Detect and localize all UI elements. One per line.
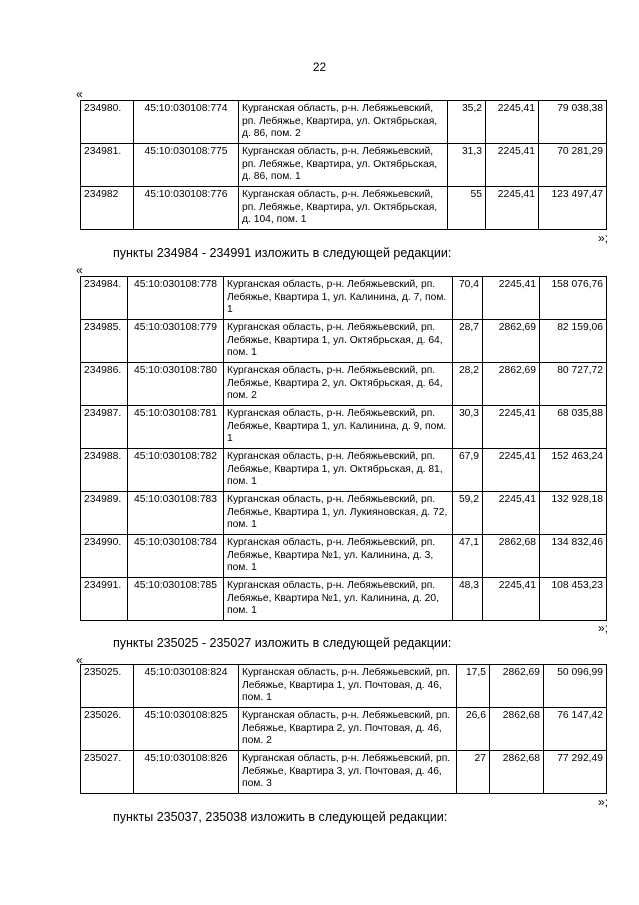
cadastral-number: 45:10:030108:825	[134, 708, 239, 751]
row-number: 234991.	[81, 578, 128, 621]
section-intro: пункты 235037, 235038 изложить в следующей редакции:	[113, 810, 448, 824]
address: Курганская область, р-н. Лебяжьевский, рп. Лебяжье, Квартира, ул. Октябрьская, д. 104, пом. 1	[239, 187, 448, 230]
cadastral-number: 45:10:030108:776	[134, 187, 239, 230]
area: 67,9	[453, 449, 483, 492]
cadastral-number: 45:10:030108:782	[128, 449, 224, 492]
table-row	[81, 363, 607, 406]
area: 30,3	[453, 406, 483, 449]
cadastral-value: 70 281,29	[539, 144, 607, 187]
area: 55	[448, 187, 486, 230]
row-number: 234980.	[81, 101, 134, 144]
page-number: 22	[312, 60, 327, 74]
open-quote: «	[76, 87, 83, 101]
cadastral-value: 76 147,42	[544, 708, 607, 751]
row-number: 234981.	[81, 144, 134, 187]
cadastral-value: 68 035,88	[540, 406, 607, 449]
cadastral-number: 45:10:030108:784	[128, 535, 224, 578]
row-number: 234987.	[81, 406, 128, 449]
cadastral-value: 158 076,76	[540, 277, 607, 320]
area: 27	[457, 751, 490, 794]
close-quote: »;	[597, 795, 608, 809]
row-number: 234982	[81, 187, 134, 230]
rate: 2245,41	[486, 187, 539, 230]
rate: 2245,41	[483, 449, 540, 492]
row-number: 234986.	[81, 363, 128, 406]
close-quote: »;	[597, 621, 608, 635]
area: 28,2	[453, 363, 483, 406]
cadastral-number: 45:10:030108:775	[134, 144, 239, 187]
address: Курганская область, р-н. Лебяжьевский, рп. Лебяжье, Квартира 2, ул. Октябрьская, д. 64, пом. 2	[224, 363, 453, 406]
area: 17,5	[457, 665, 490, 708]
cadastral-number: 45:10:030108:774	[134, 101, 239, 144]
rate: 2862,68	[490, 751, 544, 794]
area: 31,3	[448, 144, 486, 187]
cadastral-value: 132 928,18	[540, 492, 607, 535]
table-row	[81, 708, 607, 751]
table-row	[81, 578, 607, 621]
table-row	[81, 187, 607, 230]
table-row	[81, 320, 607, 363]
cadastral-value: 108 453,23	[540, 578, 607, 621]
cadastral-number: 45:10:030108:780	[128, 363, 224, 406]
area: 35,2	[448, 101, 486, 144]
cadastral-value: 134 832,46	[540, 535, 607, 578]
row-number: 235027.	[81, 751, 134, 794]
rate: 2245,41	[483, 406, 540, 449]
open-quote: «	[76, 263, 83, 277]
rate: 2862,69	[483, 320, 540, 363]
area: 48,3	[453, 578, 483, 621]
rate: 2245,41	[483, 492, 540, 535]
table-row	[81, 101, 607, 144]
rate: 2862,69	[490, 665, 544, 708]
address: Курганская область, р-н. Лебяжьевский, рп. Лебяжье, Квартира 1, ул. Октябрьская, д. 81, пом. 1	[224, 449, 453, 492]
cadastral-number: 45:10:030108:785	[128, 578, 224, 621]
row-number: 234984.	[81, 277, 128, 320]
address: Курганская область, р-н. Лебяжьевский, рп. Лебяжье, Квартира 1, ул. Октябрьская, д. 64, пом. 1	[224, 320, 453, 363]
address: Курганская область, р-н. Лебяжьевский, рп. Лебяжье, Квартира 2, ул. Почтовая, д. 46, пом. 2	[239, 708, 457, 751]
table-row	[81, 406, 607, 449]
cadastral-value: 77 292,49	[544, 751, 607, 794]
registry-table	[80, 100, 607, 230]
area: 47,1	[453, 535, 483, 578]
rate: 2245,41	[486, 144, 539, 187]
address: Курганская область, р-н. Лебяжьевский, рп. Лебяжье, Квартира 1, ул. Лукияновская, д. 72, пом. 1	[224, 492, 453, 535]
close-quote: »;	[597, 231, 608, 245]
section-intro: пункты 235025 - 235027 изложить в следующей редакции:	[113, 636, 452, 650]
rate: 2245,41	[483, 578, 540, 621]
area: 28,7	[453, 320, 483, 363]
area: 70,4	[453, 277, 483, 320]
cadastral-value: 80 727,72	[540, 363, 607, 406]
row-number: 234985.	[81, 320, 128, 363]
rate: 2245,41	[486, 101, 539, 144]
registry-table	[80, 664, 607, 794]
cadastral-value: 79 038,38	[539, 101, 607, 144]
registry-table	[80, 276, 607, 621]
cadastral-number: 45:10:030108:778	[128, 277, 224, 320]
table-row	[81, 277, 607, 320]
cadastral-value: 50 096,99	[544, 665, 607, 708]
table-row	[81, 492, 607, 535]
rate: 2862,68	[490, 708, 544, 751]
table-row	[81, 449, 607, 492]
cadastral-value: 123 497,47	[539, 187, 607, 230]
row-number: 235026.	[81, 708, 134, 751]
address: Курганская область, р-н. Лебяжьевский, рп. Лебяжье, Квартира, ул. Октябрьская, д. 86, пом. 2	[239, 101, 448, 144]
table-row	[81, 144, 607, 187]
table-row	[81, 751, 607, 794]
area: 59,2	[453, 492, 483, 535]
address: Курганская область, р-н. Лебяжьевский, рп. Лебяжье, Квартира 3, ул. Почтовая, д. 46, пом. 3	[239, 751, 457, 794]
cadastral-number: 45:10:030108:824	[134, 665, 239, 708]
area: 26,6	[457, 708, 490, 751]
cadastral-value: 152 463,24	[540, 449, 607, 492]
cadastral-number: 45:10:030108:783	[128, 492, 224, 535]
table-row	[81, 535, 607, 578]
address: Курганская область, р-н. Лебяжьевский, рп. Лебяжье, Квартира 1, ул. Почтовая, д. 46, пом. 1	[239, 665, 457, 708]
address: Курганская область, р-н. Лебяжьевский, рп. Лебяжье, Квартира №1, ул. Калинина, д. 3, пом. 1	[224, 535, 453, 578]
cadastral-number: 45:10:030108:779	[128, 320, 224, 363]
table-row	[81, 665, 607, 708]
rate: 2862,69	[483, 363, 540, 406]
row-number: 235025.	[81, 665, 134, 708]
cadastral-value: 82 159,06	[540, 320, 607, 363]
row-number: 234988.	[81, 449, 128, 492]
section-intro: пункты 234984 - 234991 изложить в следующей редакции:	[113, 246, 452, 260]
address: Курганская область, р-н. Лебяжьевский, рп. Лебяжье, Квартира 1, ул. Калинина, д. 9, пом. 1	[224, 406, 453, 449]
row-number: 234989.	[81, 492, 128, 535]
address: Курганская область, р-н. Лебяжьевский, рп. Лебяжье, Квартира, ул. Октябрьская, д. 86, пом. 1	[239, 144, 448, 187]
rate: 2862,68	[483, 535, 540, 578]
address: Курганская область, р-н. Лебяжьевский, рп. Лебяжье, Квартира №1, ул. Калинина, д. 20, пом. 1	[224, 578, 453, 621]
cadastral-number: 45:10:030108:826	[134, 751, 239, 794]
row-number: 234990.	[81, 535, 128, 578]
open-quote: «	[76, 653, 83, 667]
cadastral-number: 45:10:030108:781	[128, 406, 224, 449]
rate: 2245,41	[483, 277, 540, 320]
address: Курганская область, р-н. Лебяжьевский, рп. Лебяжье, Квартира 1, ул. Калинина, д. 7, пом. 1	[224, 277, 453, 320]
